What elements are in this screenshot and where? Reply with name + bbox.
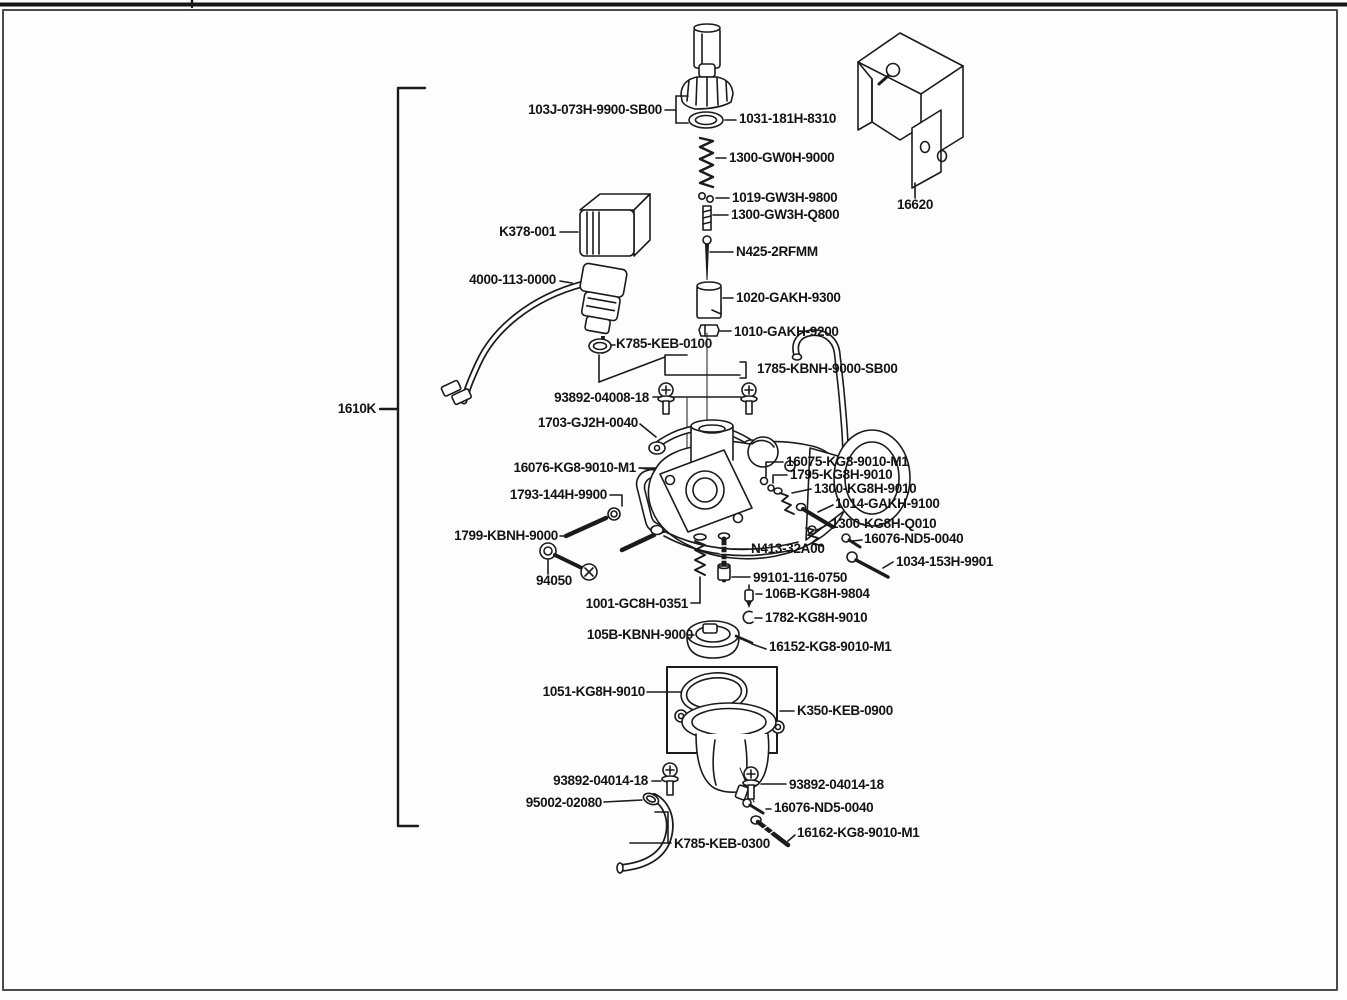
part-label-1793-144H-9900: 1793-144H-9900	[509, 487, 607, 502]
part-label-N413-32A00: N413-32A00	[751, 541, 825, 556]
part-label-1799-KBNH-9000: 1799-KBNH-9000	[454, 528, 558, 543]
part-label-1034-153H-9901: 1034-153H-9901	[896, 554, 994, 569]
part-label-1001-GC8H-0351: 1001-GC8H-0351	[585, 596, 688, 611]
part-label-1300-GW3H-Q800: 1300-GW3H-Q800	[731, 207, 840, 222]
part-label-1795-KG8H-9010: 1795-KG8H-9010	[790, 467, 893, 482]
part-label-16152-KG8-9010-M1: 16152-KG8-9010-M1	[769, 639, 892, 654]
part-label-N425-2RFMM: N425-2RFMM	[736, 244, 818, 259]
part-label-103J-073H-9900-SB00: 103J-073H-9900-SB00	[528, 102, 662, 117]
part-label-K785-KEB-0100: K785-KEB-0100	[616, 336, 712, 351]
part-label-1300-KG8H-9010: 1300-KG8H-9010	[814, 481, 917, 496]
part-label-K350-KEB-0900: K350-KEB-0900	[797, 703, 893, 718]
part-label-16620: 16620	[897, 197, 934, 212]
part-label-1019-GW3H-9800: 1019-GW3H-9800	[732, 190, 838, 205]
part-label-K378-001: K378-001	[499, 224, 556, 239]
part-label-16162-KG8-9010-M1: 16162-KG8-9010-M1	[797, 825, 920, 840]
part-label-1785-KBNH-9000-SB00: 1785-KBNH-9000-SB00	[757, 361, 898, 376]
part-label-95002-02080: 95002-02080	[525, 795, 602, 810]
part-label-16076-ND5-0040-a: 16076-ND5-0040	[864, 531, 964, 546]
part-label-93892-04008-18: 93892-04008-18	[554, 390, 649, 405]
part-label-1782-KG8H-9010: 1782-KG8H-9010	[765, 610, 868, 625]
part-label-1051-KG8H-9010: 1051-KG8H-9010	[542, 684, 645, 699]
part-label-1014-GAKH-9100: 1014-GAKH-9100	[835, 496, 940, 511]
part-label-99101-116-0750: 99101-116-0750	[753, 570, 848, 585]
part-label-1010-GAKH-9200: 1010-GAKH-9200	[734, 324, 839, 339]
part-label-1031-181H-8310: 1031-181H-8310	[739, 111, 837, 126]
part-label-106B-KG8H-9804: 106B-KG8H-9804	[765, 586, 870, 601]
part-label-93892-04014-18-R: 93892-04014-18	[789, 777, 884, 792]
part-label-94050: 94050	[535, 573, 572, 588]
part-label-1300-GW0H-9000: 1300-GW0H-9000	[729, 150, 835, 165]
part-label-16076-KG8-9010-M1: 16076-KG8-9010-M1	[513, 460, 636, 475]
part-label-105B-KBNH-9000: 105B-KBNH-9000	[586, 627, 693, 642]
part-label-1300-KG8H-Q010: 1300-KG8H-Q010	[831, 516, 937, 531]
part-label-93892-04014-18-L: 93892-04014-18	[553, 773, 648, 788]
part-label-1020-GAKH-9300: 1020-GAKH-9300	[736, 290, 841, 305]
part-label-1610K: 1610K	[337, 401, 376, 416]
part-label-K785-KEB-0300: K785-KEB-0300	[674, 836, 770, 851]
part-label-4000-113-0000: 4000-113-0000	[469, 272, 556, 287]
part-label-16075-KG8-9010-M1: 16075-KG8-9010-M1	[786, 454, 909, 469]
part-label-1703-GJ2H-0040: 1703-GJ2H-0040	[537, 415, 638, 430]
part-label-16076-ND5-0040-b: 16076-ND5-0040	[774, 800, 874, 815]
